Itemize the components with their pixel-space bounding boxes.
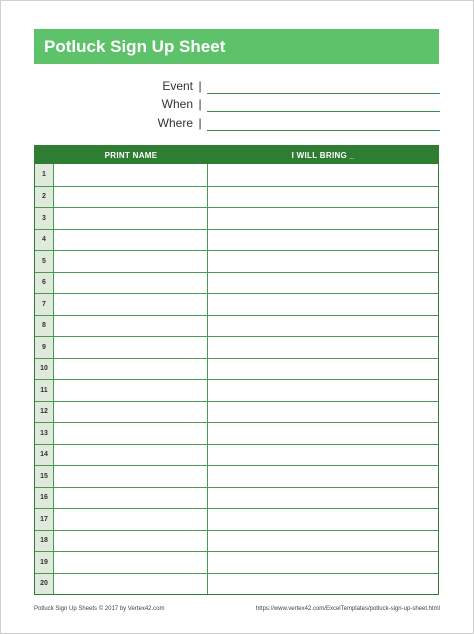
event-separator: |	[198, 79, 202, 93]
bring-cell[interactable]	[208, 187, 438, 208]
name-cell[interactable]	[54, 402, 208, 423]
row-number: 8	[35, 316, 54, 337]
event-field[interactable]	[207, 93, 440, 94]
name-cell[interactable]	[54, 466, 208, 487]
table-row	[35, 444, 438, 466]
when-field[interactable]	[207, 111, 440, 112]
row-number: 17	[35, 509, 54, 530]
table-row	[35, 207, 438, 229]
footer-copyright: Potluck Sign Up Sheets © 2017 by Vertex42.com	[34, 606, 165, 612]
event-row	[140, 77, 440, 95]
table-row	[35, 229, 438, 251]
table-row	[35, 272, 438, 294]
row-number: 11	[35, 380, 54, 401]
row-number: 7	[35, 294, 54, 315]
header-number	[35, 146, 54, 164]
bring-cell[interactable]	[208, 164, 438, 186]
row-number: 6	[35, 273, 54, 294]
row-number: 2	[35, 187, 54, 208]
table-row	[35, 508, 438, 530]
bring-cell[interactable]	[208, 359, 438, 380]
bring-cell[interactable]	[208, 423, 438, 444]
name-cell[interactable]	[54, 251, 208, 272]
name-cell[interactable]	[54, 574, 208, 595]
bring-cell[interactable]	[208, 294, 438, 315]
table-row	[35, 164, 438, 186]
name-cell[interactable]	[54, 208, 208, 229]
table-body	[35, 164, 438, 594]
row-number: 15	[35, 466, 54, 487]
row-number: 13	[35, 423, 54, 444]
footer-url: https://www.vertex42.com/ExcelTemplates/potluck-sign-up-sheet.html	[255, 606, 440, 612]
row-number: 1	[35, 164, 54, 186]
name-cell[interactable]	[54, 164, 208, 186]
row-number: 19	[35, 552, 54, 573]
name-cell[interactable]	[54, 230, 208, 251]
name-cell[interactable]	[54, 273, 208, 294]
bring-cell[interactable]	[208, 552, 438, 573]
row-number: 14	[35, 445, 54, 466]
table-row	[35, 379, 438, 401]
header-print-name: PRINT NAME	[104, 150, 158, 160]
row-number: 10	[35, 359, 54, 380]
name-cell[interactable]	[54, 488, 208, 509]
table-header	[35, 146, 438, 164]
table-row	[35, 250, 438, 272]
where-label: Where	[157, 116, 193, 130]
table-row	[35, 465, 438, 487]
event-label: Event	[162, 79, 193, 93]
where-row	[140, 114, 440, 132]
bring-cell[interactable]	[208, 273, 438, 294]
row-number: 4	[35, 230, 54, 251]
bring-cell[interactable]	[208, 316, 438, 337]
when-separator: |	[198, 97, 202, 111]
bring-cell[interactable]	[208, 208, 438, 229]
table-row	[35, 336, 438, 358]
name-cell[interactable]	[54, 359, 208, 380]
name-cell[interactable]	[54, 380, 208, 401]
table-row	[35, 487, 438, 509]
table-row	[35, 551, 438, 573]
row-number: 3	[35, 208, 54, 229]
row-number: 18	[35, 531, 54, 552]
bring-cell[interactable]	[208, 251, 438, 272]
page-title: Potluck Sign Up Sheet	[44, 36, 226, 56]
where-separator: |	[198, 116, 202, 130]
header-i-will-bring: I WILL BRING _	[291, 150, 355, 160]
bring-cell[interactable]	[208, 402, 438, 423]
bring-cell[interactable]	[208, 574, 438, 595]
name-cell[interactable]	[54, 316, 208, 337]
bring-cell[interactable]	[208, 488, 438, 509]
row-number: 5	[35, 251, 54, 272]
bring-cell[interactable]	[208, 531, 438, 552]
name-cell[interactable]	[54, 337, 208, 358]
name-cell[interactable]	[54, 531, 208, 552]
name-cell[interactable]	[54, 552, 208, 573]
row-number: 9	[35, 337, 54, 358]
table-row	[35, 573, 438, 595]
signup-table	[34, 145, 439, 595]
row-number: 12	[35, 402, 54, 423]
row-number: 16	[35, 488, 54, 509]
when-row	[140, 95, 440, 113]
table-row	[35, 530, 438, 552]
bring-cell[interactable]	[208, 509, 438, 530]
name-cell[interactable]	[54, 294, 208, 315]
table-row	[35, 315, 438, 337]
bring-cell[interactable]	[208, 337, 438, 358]
table-row	[35, 401, 438, 423]
name-cell[interactable]	[54, 509, 208, 530]
when-label: When	[161, 97, 193, 111]
name-cell[interactable]	[54, 423, 208, 444]
row-number: 20	[35, 574, 54, 595]
title-bar	[34, 29, 439, 64]
bring-cell[interactable]	[208, 466, 438, 487]
name-cell[interactable]	[54, 187, 208, 208]
where-field[interactable]	[207, 130, 440, 131]
table-row	[35, 358, 438, 380]
name-cell[interactable]	[54, 445, 208, 466]
table-row	[35, 422, 438, 444]
table-row	[35, 293, 438, 315]
bring-cell[interactable]	[208, 380, 438, 401]
bring-cell[interactable]	[208, 445, 438, 466]
bring-cell[interactable]	[208, 230, 438, 251]
table-row	[35, 186, 438, 208]
